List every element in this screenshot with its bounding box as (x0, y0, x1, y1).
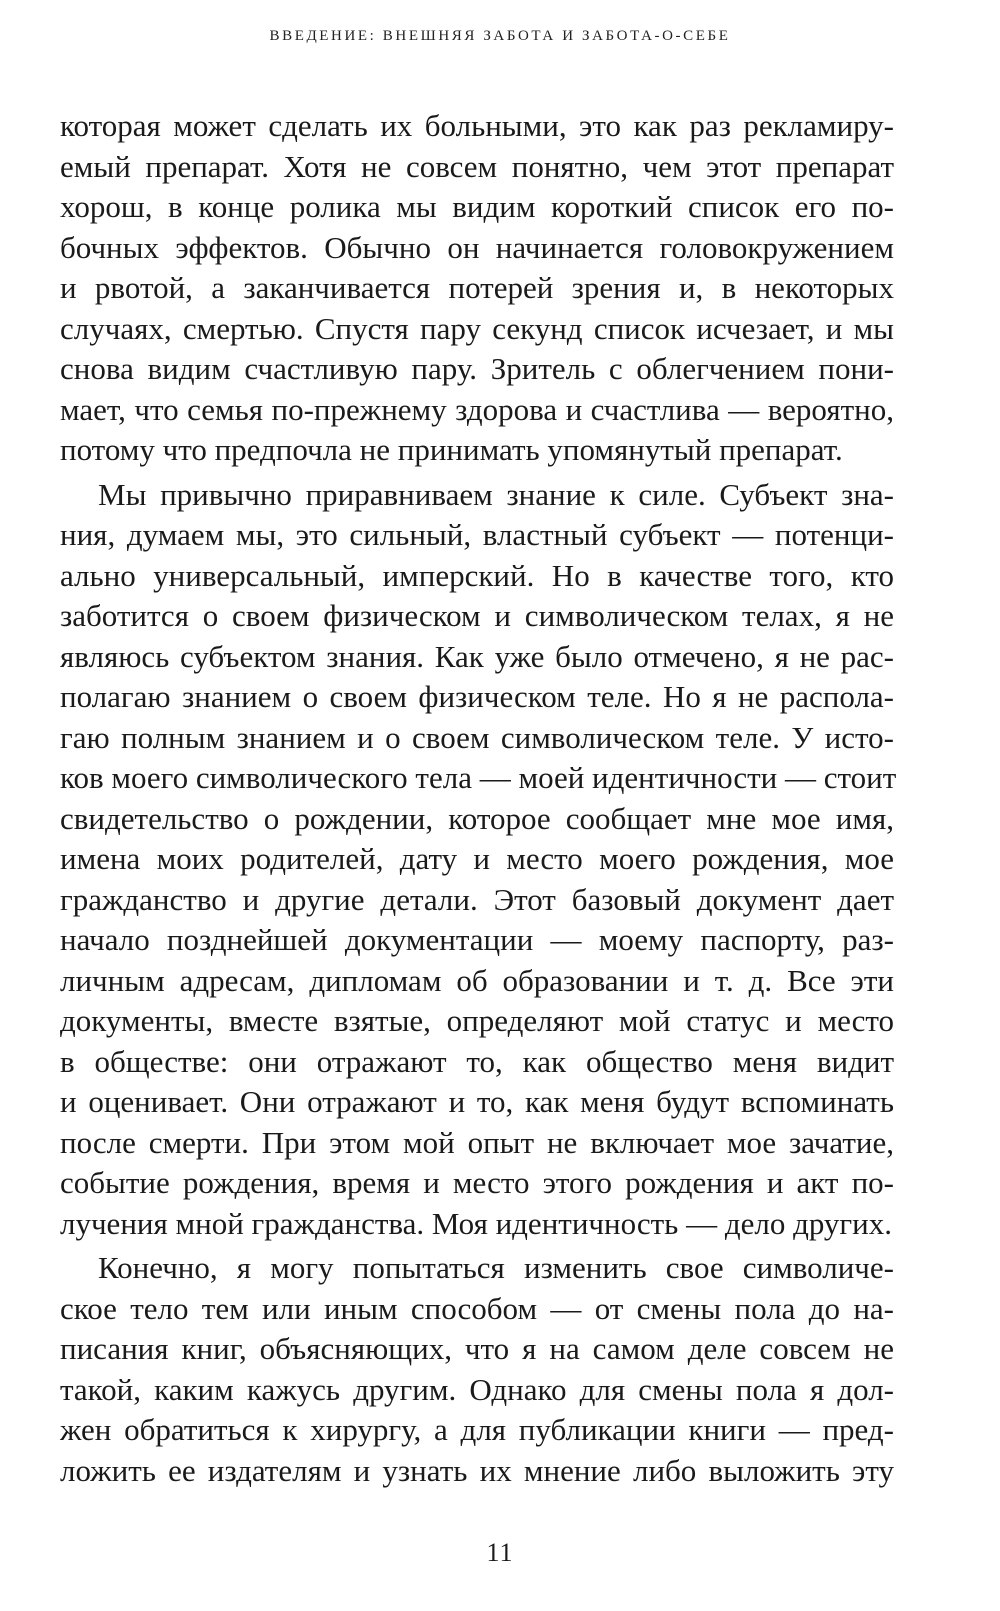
text-line: ально универсальный, имперский. Но в качестве того, кто (60, 557, 894, 593)
text-line: в обществе: они отражают то, как общество меня видит (60, 1043, 894, 1079)
text-line: полагаю знанием о своем физическом теле. Но я не распола- (60, 679, 894, 714)
text-line: документы, вместе взятые, определяют мой статус и место (60, 1003, 894, 1038)
text-line: Конечно, я могу попытаться изменить свое символиче- (98, 1250, 894, 1285)
text-line: мает, что семья по-прежнему здорова и счастлива — вероятно, (60, 391, 894, 427)
body-text (60, 106, 897, 1495)
text-line: такой, каким кажусь другим. Однако для смены пола я дол- (60, 1371, 894, 1407)
text-line: ложить ее издателям и узнать их мнение либо выложить эту (60, 1452, 894, 1488)
text-line: ское тело тем или иным способом — от смены пола до на- (60, 1290, 894, 1326)
text-line: личным адресам, дипломам об образовании и т. д. Все эти (60, 962, 894, 998)
text-line: хорош, в конце ролика мы видим короткий список его по- (60, 189, 894, 224)
text-line: ков моего символического тела — моей идентичности — стоит (60, 760, 897, 795)
text-line: снова видим счастливую пару. Зритель с облегчением пони- (60, 351, 894, 386)
text-line: являюсь субъектом знания. Как уже было отмечено, я не рас- (60, 638, 894, 674)
running-header: ВВЕДЕНИЕ: ВНЕШНЯЯ ЗАБОТА И ЗАБОТА-О-СЕБЕ (269, 28, 731, 44)
paragraph (60, 475, 897, 1245)
text-line: свидетельство о рождении, которое сообщает мне мое имя, (60, 800, 894, 836)
text-line: потому что предпочла не принимать упомянутый препарат. (60, 432, 843, 467)
text-line: гаю полным знанием и о своем символическом теле. У исто- (60, 719, 894, 755)
text-line: случаях, смертью. Спустя пару секунд список исчезает, и мы (60, 310, 894, 346)
page-number: 11 (486, 1538, 514, 1567)
text-line: имена моих родителей, дату и место моего рождения, мое (60, 841, 894, 876)
text-line: заботится о своем физическом и символическом телах, я не (60, 598, 894, 633)
text-line: после смерти. При этом мой опыт не включает мое зачатие, (60, 1124, 894, 1160)
text-line: событие рождения, время и место этого рождения и акт по- (60, 1165, 894, 1200)
paragraph (60, 1248, 894, 1491)
paragraph (60, 106, 894, 471)
text-line: начало позднейшей документации — моему паспорту, раз- (60, 922, 894, 957)
text-line: бочных эффектов. Обычно он начинается головокружением (60, 229, 894, 265)
text-line: и рвотой, а заканчивается потерей зрения и, в некоторых (60, 270, 894, 305)
text-line: Мы привычно приравниваем знание к силе. Субъект зна- (98, 476, 894, 512)
text-line: которая может сделать их больными, это как раз рекламиру- (60, 108, 894, 143)
text-line: писания книг, объясняющих, что я на самом деле совсем не (60, 1331, 894, 1366)
text-line: жен обратиться к хирургу, а для публикации книги — пред- (60, 1412, 894, 1447)
text-line: лучения мной гражданства. Моя идентичность — дело других. (60, 1205, 892, 1241)
text-line: и оценивает. Они отражают и то, как меня будут вспоминать (60, 1084, 894, 1119)
text-line: гражданство и другие детали. Этот базовый документ дает (60, 881, 894, 917)
text-line: емый препарат. Хотя не совсем понятно, чем этот препарат (60, 148, 894, 184)
text-line: ния, думаем мы, это сильный, властный субъект — потенци- (60, 517, 894, 552)
